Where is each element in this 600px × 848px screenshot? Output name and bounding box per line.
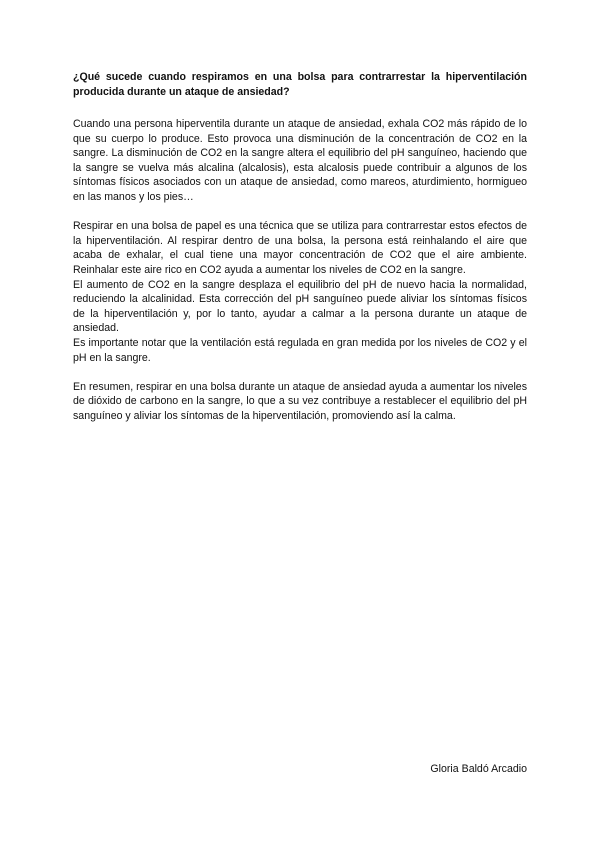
paragraph-1: Cuando una persona hiperventila durante un ataque de ansiedad, exhala CO2 más rápido de lo que su cuerpo lo produce. Esto provoca una disminución de la concentración de CO2 en la sangre. La disminución de CO2 en la sangre altera el equilibrio del pH sanguíneo, haciendo que la sangre se vuelva más alcalina (alcalosis), esta alcalosis puede contribuir a algunos de los síntomas físicos asociados con un ataque de ansiedad, como mareos, aturdimiento, hormigueo en las manos y los pies… <box>73 118 527 203</box>
paragraph-2: Respirar en una bolsa de papel es una técnica que se utiliza para contrarrestar estos efectos de la hiperventilación. Al respirar dentro de una bolsa, la persona está reinhalando el aire que acaba de exhalar, el cual tiene una mayor concentración de CO2 que el aire ambiente. Reinhalar este aire rico en CO2 ayuda a aumentar los niveles de CO2 en la sangre. <box>73 220 527 276</box>
paragraph-5: En resumen, respirar en una bolsa durante un ataque de ansiedad ayuda a aumentar los niveles de dióxido de carbono en la sangre, lo que a su vez contribuye a restablecer el equilibrio del pH sanguíneo y aliviar los síntomas de la hiperventilación, promoviendo así la calma. <box>73 380 527 422</box>
paragraph-4: Es importante notar que la ventilación está regulada en gran medida por los niveles de CO2 y el pH en la sangre. <box>73 336 527 364</box>
paragraph-spacer <box>73 365 527 380</box>
paragraph-spacer <box>73 205 527 220</box>
document-page <box>73 70 527 423</box>
paragraph-3: El aumento de CO2 en la sangre desplaza el equilibrio del pH de nuevo hacia la normalidad, reduciendo la alcalinidad. Esta corrección del pH sanguíneo puede aliviar los síntomas físicos de la hiperventilación y, por lo tanto, ayudar a calmar a la persona durante un ataque de ansiedad. <box>73 278 527 335</box>
document-title: ¿Qué sucede cuando respiramos en una bolsa para contrarrestar la hiperventilación producida durante un ataque de ansiedad? <box>73 71 527 98</box>
author-signature: Gloria Baldó Arcadio <box>430 763 527 775</box>
